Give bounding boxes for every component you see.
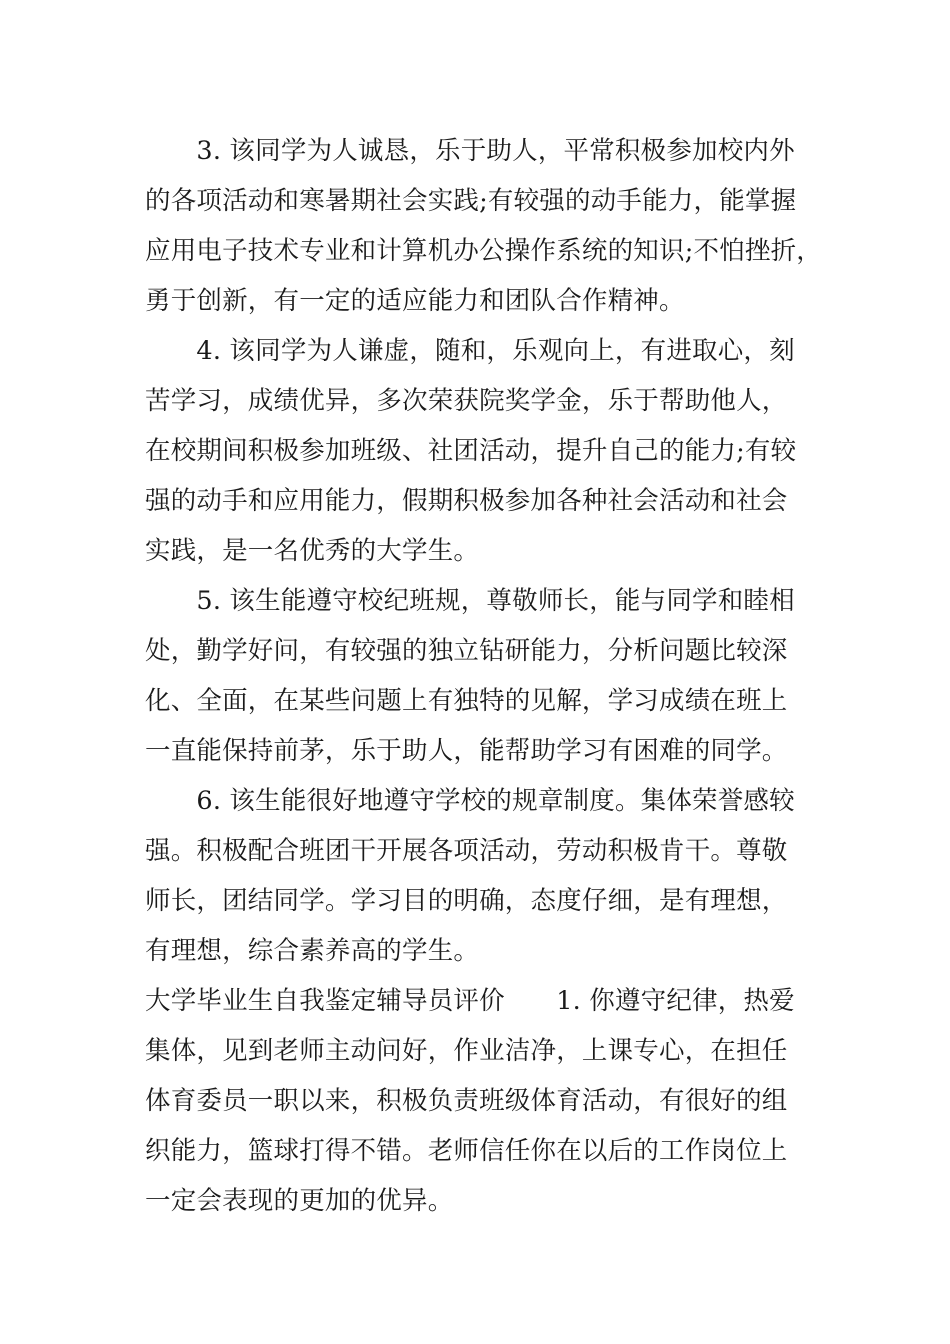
paragraph-4-line-3: 在校期间积极参加班级、社团活动，提升自己的能力;有较 — [145, 436, 797, 466]
paragraph-5-line-3: 化、全面，在某些问题上有独特的见解，学习成绩在班上 — [145, 686, 788, 716]
evaluation-1-line-2: 集体，见到老师主动问好，作业洁净，上课专心，在担任 — [145, 1036, 788, 1066]
evaluation-1-line-4: 织能力，篮球打得不错。老师信任你在以后的工作岗位上 — [145, 1136, 788, 1166]
paragraph-5-line-4: 一直能保持前茅，乐于助人，能帮助学习有困难的同学。 — [145, 736, 788, 766]
paragraph-3-line-2: 的各项活动和寒暑期社会实践;有较强的动手能力，能掌握 — [145, 186, 797, 216]
paragraph-3-line-4: 勇于创新，有一定的适应能力和团队合作精神。 — [145, 286, 685, 316]
paragraph-4-line-1: 4. 该同学为人谦虚，随和，乐观向上，有进取心，刻 — [145, 336, 795, 366]
paragraph-6-line-4: 有理想，综合素养高的学生。 — [145, 936, 480, 966]
paragraph-4-line-2: 苦学习，成绩优异，多次荣获院奖学金，乐于帮助他人， — [145, 386, 788, 416]
section-heading-line: 大学毕业生自我鉴定辅导员评价 1. 你遵守纪律，热爱 — [145, 986, 795, 1016]
paragraph-6-line-3: 师长，团结同学。学习目的明确，态度仔细，是有理想， — [145, 886, 788, 916]
paragraph-3-line-3: 应用电子技术专业和计算机办公操作系统的知识;不怕挫折， — [145, 236, 822, 266]
paragraph-4-line-5: 实践，是一名优秀的大学生。 — [145, 536, 480, 566]
paragraph-6-line-2: 强。积极配合班团干开展各项活动，劳动积极肯干。尊敬 — [145, 836, 788, 866]
paragraph-6-line-1: 6. 该生能很好地遵守学校的规章制度。集体荣誉感较 — [145, 786, 795, 816]
paragraph-3-line-1: 3. 该同学为人诚恳，乐于助人，平常积极参加校内外 — [145, 136, 795, 166]
evaluation-1-line-3: 体育委员一职以来，积极负责班级体育活动，有很好的组 — [145, 1086, 788, 1116]
paragraph-5-line-1: 5. 该生能遵守校纪班规，尊敬师长，能与同学和睦相 — [145, 586, 795, 616]
paragraph-5-line-2: 处，勤学好问，有较强的独立钻研能力，分析问题比较深 — [145, 636, 788, 666]
evaluation-1-line-5: 一定会表现的更加的优异。 — [145, 1186, 454, 1216]
paragraph-4-line-4: 强的动手和应用能力，假期积极参加各种社会活动和社会 — [145, 486, 788, 516]
document-body — [145, 126, 822, 1226]
